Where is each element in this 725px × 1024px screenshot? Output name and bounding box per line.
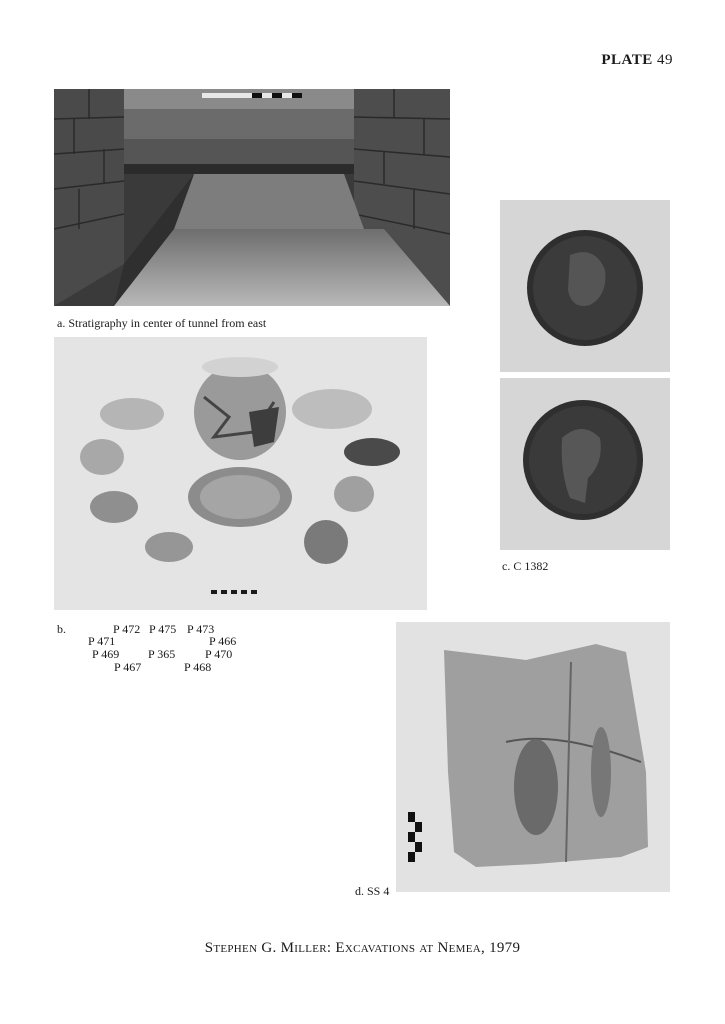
caption-b-letter: b.	[57, 622, 66, 636]
key-label-p472: P 472	[113, 622, 141, 636]
key-label-p469: P 469	[92, 647, 120, 661]
plate-header	[601, 52, 673, 69]
caption-c: c. C 1382	[502, 559, 549, 573]
key-label-p468: P 468	[184, 660, 212, 674]
key-label-p467: P 467	[114, 660, 142, 674]
plate-number: 49	[657, 52, 673, 68]
photo-c-coin-obverse	[500, 200, 670, 372]
footer-author: Stephen G. Miller	[204, 940, 327, 956]
key-label-p470: P 470	[205, 647, 233, 661]
plate-label: PLATE	[601, 52, 653, 68]
key-label-p471: P 471	[88, 634, 116, 648]
caption-d: d. SS 4	[355, 884, 390, 898]
key-label-p475: P 475	[149, 622, 177, 636]
photo-a-tunnel-stratigraphy	[54, 89, 450, 306]
photo-d-stone-fragment	[396, 622, 670, 892]
key-label-p365: P 365	[148, 647, 176, 661]
photo-c-coin-reverse	[500, 378, 670, 550]
footer-title: Excavations at Nemea	[335, 940, 481, 956]
footer-separator: :	[326, 940, 332, 956]
key-label-p473: P 473	[187, 622, 215, 636]
photo-b-pottery-group	[54, 337, 427, 610]
footer-year: , 1979	[480, 940, 521, 956]
page-footer	[0, 940, 725, 957]
caption-a: a. Stratigraphy in center of tunnel from east	[57, 316, 267, 330]
key-label-p466: P 466	[209, 634, 237, 648]
